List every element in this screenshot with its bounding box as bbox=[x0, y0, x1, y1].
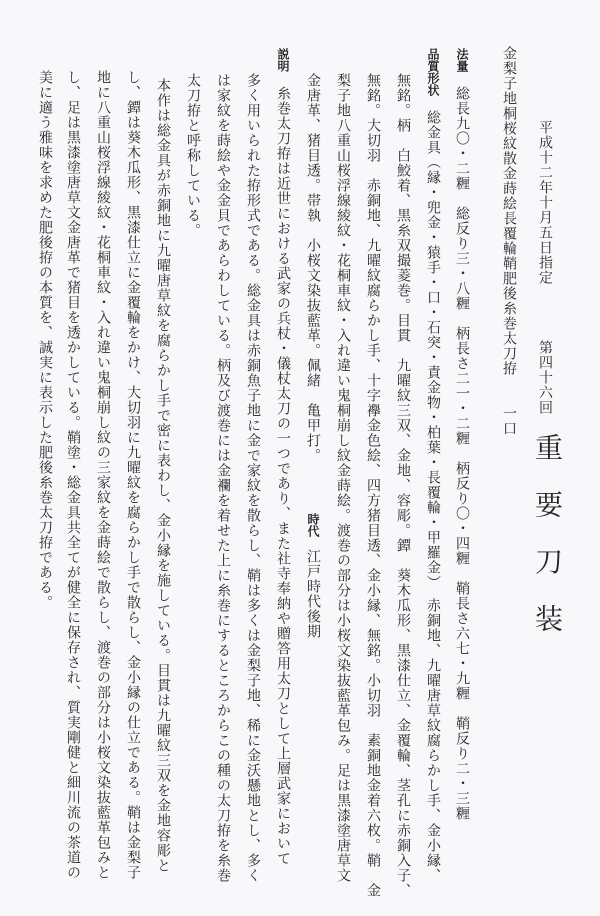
quality-text: 金唐革、猪目透。帯執 小桜文染抜藍革。佩緒 亀甲打。 bbox=[305, 73, 321, 463]
dimensions-line bbox=[452, 48, 472, 821]
quality-line: 無銘。大切羽 赤銅地、九曜紋腐らかし手、十字襷金色絵、四方猪目透、金小縁、無銘。小切羽 素銅地金着六枚。鞘 金 bbox=[365, 73, 381, 898]
quality-text: 総金具（縁・兜金・猿手・口・石突・責金物・柏葉・長覆輪・甲羅金） 赤銅地、九曜唐草紋腐らかし手、金小縁、 bbox=[425, 110, 441, 883]
explanation-line: 本作は総金具が赤銅地に九曜唐草紋を腐らかし手で密に表わし、金小縁を施している。目貫は九曜紋三双を金地容彫と bbox=[155, 78, 171, 873]
dimensions-text: 総長九〇・二糎 総反り三・八糎 柄長さ二一・二糎 柄反り〇・四糎 鞘長さ六七・九糎 鞘反り二・三糎 bbox=[454, 86, 470, 821]
explanation-line: 地に八重山桜浮線綾紋・花桐車紋・入れ違い鬼桐崩し紋の三家紋を金蒔絵で散らし、渡巻の部分は小桜文染抜藍革包みと bbox=[95, 70, 111, 880]
session-number: 第四十六回 bbox=[537, 340, 553, 415]
explanation-text: 糸巻太刀拵は近世における武家の兵杖・儀杖太刀の一つであり、また社寺奉納や贈答用太刀として上層武家において bbox=[275, 86, 291, 866]
designation-date: 平成十二年十月五日指定 bbox=[537, 120, 553, 285]
quality-line: 梨子地八重山桜浮線綾紋・花桐車紋・入れ違い鬼桐崩し紋金蒔絵。渡巻の部分は小桜文染抜藍革包み。足は黒漆塗唐草文 bbox=[335, 73, 351, 883]
quality-line: 無銘。柄 白鮫着、黒糸双撮菱巻。目貫 九曜紋三双、金地、容彫。鐔 葵木瓜形、黒漆仕立、金覆輪、茎孔に赤銅入子、 bbox=[395, 73, 411, 898]
item-count: 一口 bbox=[501, 406, 517, 436]
period-label: 時代 bbox=[306, 513, 320, 537]
explanation-line: し、足は黒漆塗唐草文金唐革で猪目を透かしている。鞘塗・総金具共全てが健全に保存され、質実剛健と細川流の茶道の bbox=[65, 70, 81, 880]
item-name-line bbox=[499, 46, 519, 436]
quality-label: 品質形状 bbox=[426, 48, 440, 96]
period-text: 江戸時代後期 bbox=[305, 549, 321, 639]
explanation-line: は家紋を蒔絵や金金貝であらわしている。柄及び渡巻には金襴を着せた上に糸巻にするところからこの種の太刀拵を糸巻 bbox=[215, 73, 231, 883]
explanation-line: 多く用いられた拵形式である。総金具は赤銅魚子地に金で家紋を散らし、鞘は多くは金梨子地、稀に金沃懸地とし、多く bbox=[245, 73, 261, 883]
explanation-line: 太刀拵と呼称している。 bbox=[185, 73, 201, 238]
explanation-line: し、鐔は葵木瓜形、黒漆仕立に金覆輪をかけ、大切羽に九曜紋を腐らかし手で散らし、金小縁の仕立である。鞘は金梨子 bbox=[125, 70, 141, 880]
explanation-label: 説明 bbox=[276, 48, 290, 72]
period-block bbox=[303, 513, 323, 639]
quality-line bbox=[303, 73, 323, 639]
dimensions-label: 法量 bbox=[455, 48, 469, 72]
item-name: 金梨子地桐桜紋散金蒔絵長覆輪鞘肥後糸巻太刀拵 bbox=[501, 46, 517, 376]
explanation-line: 美に適う雅味を求めた肥後拵の本質を、誠実に表示した肥後糸巻太刀拵である。 bbox=[37, 70, 53, 610]
quality-line bbox=[423, 48, 443, 883]
page-title: 重要刀装 bbox=[531, 433, 564, 661]
explanation-line bbox=[273, 48, 293, 866]
